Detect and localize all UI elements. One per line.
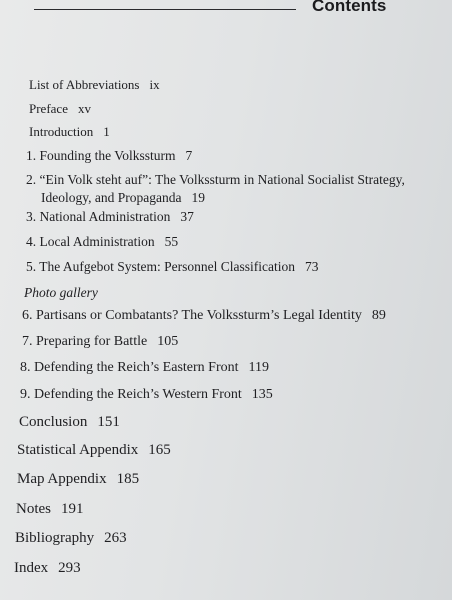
toc-entry-label: Statistical Appendix <box>17 442 139 458</box>
toc-entry-chapter-2 <box>26 172 405 206</box>
toc-page-number: 185 <box>116 471 140 487</box>
toc-entry-label: Notes <box>16 501 51 517</box>
toc-entry-label: Bibliography <box>15 530 95 546</box>
toc-entry-label: 3. National Administration <box>26 209 171 224</box>
toc-entry-chapter-4 <box>26 234 178 250</box>
toc-entry-map-appendix <box>17 471 139 487</box>
toc-entry-preface <box>29 101 91 117</box>
toc-entry-label: Map Appendix <box>17 471 107 487</box>
toc-page-number: xv <box>77 101 91 116</box>
toc-entry-chapter-3 <box>26 209 194 225</box>
toc-entry-introduction <box>29 124 110 140</box>
toc-entry-label: 5. The Aufgebot System: Personnel Classification <box>26 259 295 274</box>
toc-entry-label: 7. Preparing for Battle <box>22 334 148 349</box>
toc-entry-label: Introduction <box>29 124 94 139</box>
toc-entry-chapter-1 <box>26 148 192 164</box>
toc-page-number: 191 <box>61 501 84 517</box>
toc-entry-label: 6. Partisans or Combatants? The Volkssturm’s Legal Identity <box>22 308 362 323</box>
toc-page-number: 105 <box>157 334 179 349</box>
toc-entry-label: Conclusion <box>19 414 88 430</box>
toc-page-number: 37 <box>180 209 194 224</box>
toc-page-number: 151 <box>97 414 120 430</box>
toc-entry-notes <box>16 501 84 517</box>
toc-page-number: 89 <box>371 308 386 323</box>
toc-entry-label-continued: Ideology, and Propaganda <box>41 190 182 205</box>
toc-page-number: 135 <box>251 387 273 402</box>
toc-entry-label: 1. Founding the Volkssturm <box>26 148 176 163</box>
toc-entry-label: 2. “Ein Volk steht auf”: The Volkssturm in National Socialist Strategy, <box>26 172 405 187</box>
toc-entry-label: List of Abbreviations <box>29 77 140 92</box>
toc-entry-label: Photo gallery <box>24 285 98 300</box>
toc-entry-chapter-9 <box>20 387 273 403</box>
toc-page-number: 73 <box>304 259 319 274</box>
toc-page-number: 119 <box>248 360 269 375</box>
toc-entry-conclusion <box>19 414 120 430</box>
toc-entry-label: Preface <box>29 101 68 116</box>
toc-entry-statistical-appendix <box>17 442 171 458</box>
toc-page-number: 293 <box>58 560 81 576</box>
toc-entry-abbreviations <box>29 77 160 93</box>
toc-page-number: 165 <box>148 442 171 458</box>
toc-entry-chapter-7 <box>22 334 178 350</box>
toc-entry-chapter-5 <box>26 259 318 275</box>
page-title: Contents <box>312 0 387 15</box>
toc-page-number: 263 <box>104 530 127 546</box>
header-rule <box>34 9 296 10</box>
toc-entry-label: Index <box>14 560 49 576</box>
toc-entry-label: 4. Local Administration <box>26 234 155 249</box>
toc-entry-photo-gallery <box>24 285 98 301</box>
toc-page-number: 1 <box>103 124 110 139</box>
toc-entry-bibliography <box>15 530 127 546</box>
toc-page-number: 7 <box>185 148 193 163</box>
toc-page-number: ix <box>149 77 160 92</box>
toc-entry-chapter-6 <box>22 308 386 324</box>
toc-page-number: 55 <box>164 234 179 249</box>
toc-page-number: 19 <box>191 190 205 205</box>
toc-entry-index <box>14 560 81 576</box>
toc-entry-chapter-8 <box>20 360 269 376</box>
toc-entry-label: 8. Defending the Reich’s Eastern Front <box>20 360 239 375</box>
toc-entry-label: 9. Defending the Reich’s Western Front <box>20 387 242 402</box>
